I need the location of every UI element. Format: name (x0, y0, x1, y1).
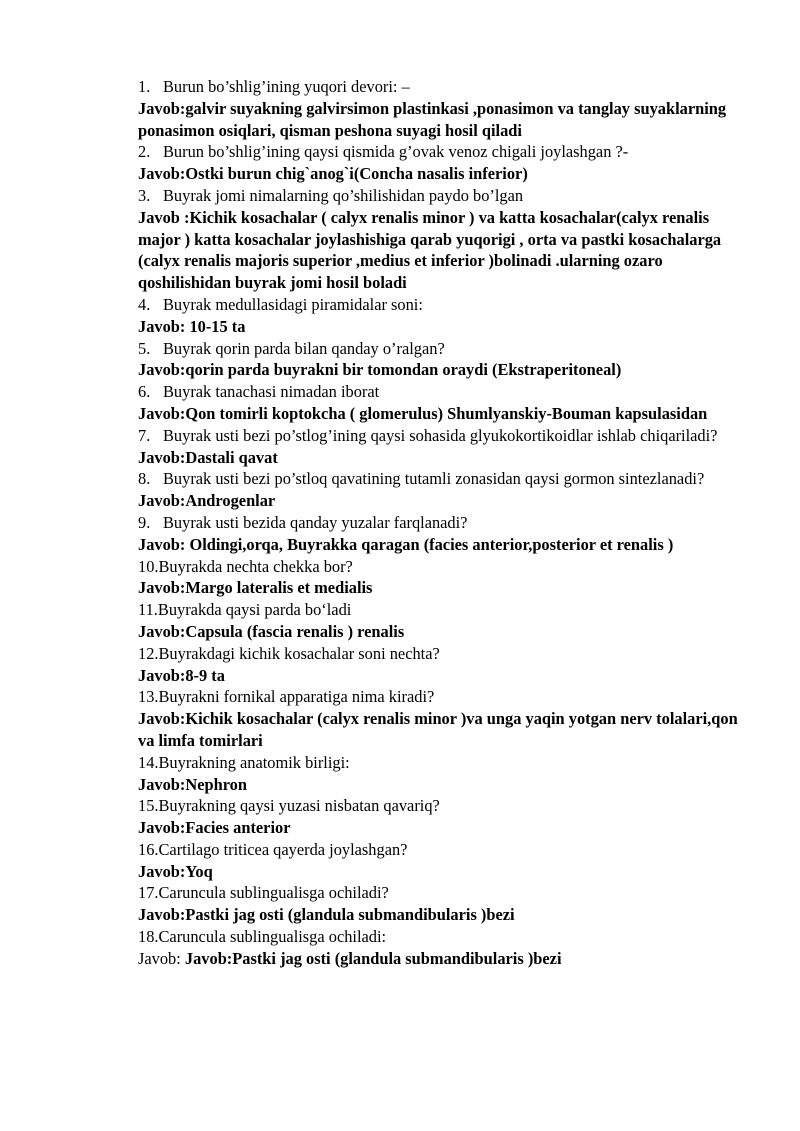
qa-item-13 (138, 686, 748, 751)
answer-2: Javob:Ostki burun chig`anog`i(Concha nasalis inferior) (138, 164, 528, 184)
answer-12: Javob:8-9 ta (138, 665, 225, 685)
question-number: 13. (138, 687, 159, 707)
answer-text: Javob:Pastki jag osti (glandula submandibularis )bezi (184, 948, 562, 968)
answer-10: Javob:Margo lateralis et medialis (138, 578, 373, 598)
answer-9: Javob: Oldingi,orqa, Buyrakka qaragan (facies anterior,posterior et renalis ) (138, 534, 674, 554)
qa-item-2 (138, 141, 748, 185)
qa-item-8 (138, 468, 748, 512)
question-text: Buyrak medullasidagi piramidalar soni: (163, 294, 423, 314)
question-number: 18. (138, 927, 159, 947)
qa-item-7 (138, 425, 748, 469)
qa-item-3 (138, 185, 748, 294)
answer-4: Javob: 10-15 ta (138, 316, 246, 336)
question-text: Buyrakda nechta chekka bor? (158, 556, 353, 576)
qa-item-6 (138, 381, 748, 425)
question-10 (138, 556, 748, 578)
question-text: Burun bo’shlig’ining qaysi qismida g’ovak venoz chigali joylashgan ?- (163, 142, 629, 162)
qa-item-1 (138, 76, 748, 141)
question-number: 12. (138, 643, 159, 663)
question-text: Buyrak usti bezi po’stlog’ining qaysi sohasida glyukokortikoidlar ishlab chiqariladi? (163, 425, 718, 445)
question-number: 8. (138, 469, 151, 489)
qa-item-10 (138, 556, 748, 600)
qa-item-15 (138, 795, 748, 839)
question-14 (138, 752, 748, 774)
question-text: Caruncula sublingualisga ochiladi: (158, 927, 387, 947)
question-number: 11. (138, 600, 158, 620)
question-5 (138, 338, 748, 360)
qa-item-9 (138, 512, 748, 556)
answer-13: Javob:Kichik kosachalar (calyx renalis minor )va unga yaqin yotgan nerv tolalari,qon va limfa tomirlari (138, 709, 738, 750)
answer-lead: Javob: (138, 948, 181, 968)
question-text: Buyrakning anatomik birligi: (158, 752, 350, 772)
question-2 (138, 141, 748, 163)
question-number: 7. (138, 425, 151, 445)
question-text: Caruncula sublingualisga ochiladi? (158, 883, 389, 903)
question-number: 6. (138, 382, 151, 402)
answer-11: Javob:Capsula (fascia renalis ) renalis (138, 621, 405, 641)
question-number: 15. (138, 796, 159, 816)
question-text: Buyrakda qaysi parda bo‘ladi (157, 600, 352, 620)
question-3 (138, 185, 748, 207)
question-12 (138, 643, 748, 665)
qa-item-12 (138, 643, 748, 687)
answer-14: Javob:Nephron (138, 774, 247, 794)
qa-item-16 (138, 839, 748, 883)
qa-item-14 (138, 752, 748, 796)
question-6 (138, 381, 748, 403)
question-text: Buyrakdagi kichik kosachalar soni nechta? (158, 643, 440, 663)
question-text: Cartilago triticea qayerda joylashgan? (158, 839, 408, 859)
question-number: 4. (138, 294, 151, 314)
question-18 (138, 926, 748, 948)
question-text: Buyrak usti bezi po’stloq qavatining tutamli zonasidan qaysi gormon sintezlanadi? (163, 469, 705, 489)
question-11 (138, 599, 748, 621)
question-text: Burun bo’shlig’ining yuqori devori: – (163, 77, 410, 96)
question-8 (138, 468, 748, 490)
question-15 (138, 795, 748, 817)
question-text: Buyrakning qaysi yuzasi nisbatan qavariq? (158, 796, 440, 816)
question-text: Buyrak qorin parda bilan qanday o’ralgan? (163, 338, 445, 358)
answer-18 (138, 948, 748, 970)
question-number: 9. (138, 512, 151, 532)
document-page (138, 76, 748, 970)
question-1 (138, 76, 748, 98)
answer-1: Javob:galvir suyakning galvirsimon plastinkasi ,ponasimon va tanglay suyaklarning ponasimon osiqlari, qisman peshona suyagi hosil qiladi (138, 98, 727, 140)
answer-8: Javob:Androgenlar (138, 491, 276, 511)
qa-item-18 (138, 926, 748, 970)
question-number: 5. (138, 338, 151, 358)
question-9 (138, 512, 748, 534)
question-4 (138, 294, 748, 316)
question-13 (138, 686, 748, 708)
question-number: 3. (138, 185, 151, 205)
answer-17: Javob:Pastki jag osti (glandula submandibularis )bezi (138, 905, 515, 925)
qa-item-17 (138, 882, 748, 926)
answer-7: Javob:Dastali qavat (138, 447, 278, 467)
answer-6: Javob:Qon tomirli koptokcha ( glomerulus) Shumlyanskiy-Bouman kapsulasidan (138, 403, 708, 423)
question-number: 17. (138, 883, 159, 903)
question-number: 2. (138, 142, 151, 162)
question-text: Buyrakni fornikal apparatiga nima kiradi? (158, 687, 435, 707)
answer-3: Javob :Kichik kosachalar ( calyx renalis minor ) va katta kosachalar(calyx renalis major ) katta kosachalar joylashishiga qarab yuqorigi , orta va pastki kosachalarga (calyx renalis majoris superior ,medius et inferior )bolinadi .ularning ozaro qoshilishidan buyrak jomi hosil boladi (138, 207, 722, 293)
question-text: Buyrak jomi nimalarning qo’shilishidan paydo bo’lgan (163, 185, 524, 205)
question-number: 14. (138, 752, 159, 772)
answer-15: Javob:Facies anterior (138, 818, 291, 838)
question-16 (138, 839, 748, 861)
question-number: 16. (138, 839, 159, 859)
question-7 (138, 425, 748, 447)
qa-item-5 (138, 338, 748, 382)
qa-item-4 (138, 294, 748, 338)
question-number: 10. (138, 556, 159, 576)
question-number: 1. (138, 77, 151, 96)
qa-item-11 (138, 599, 748, 643)
question-text: Buyrak tanachasi nimadan iborat (163, 382, 380, 402)
answer-5: Javob:qorin parda buyrakni bir tomondan oraydi (Ekstraperitoneal) (138, 360, 622, 380)
question-17 (138, 882, 748, 904)
answer-16: Javob:Yoq (138, 861, 213, 881)
question-text: Buyrak usti bezida qanday yuzalar farqlanadi? (163, 512, 468, 532)
